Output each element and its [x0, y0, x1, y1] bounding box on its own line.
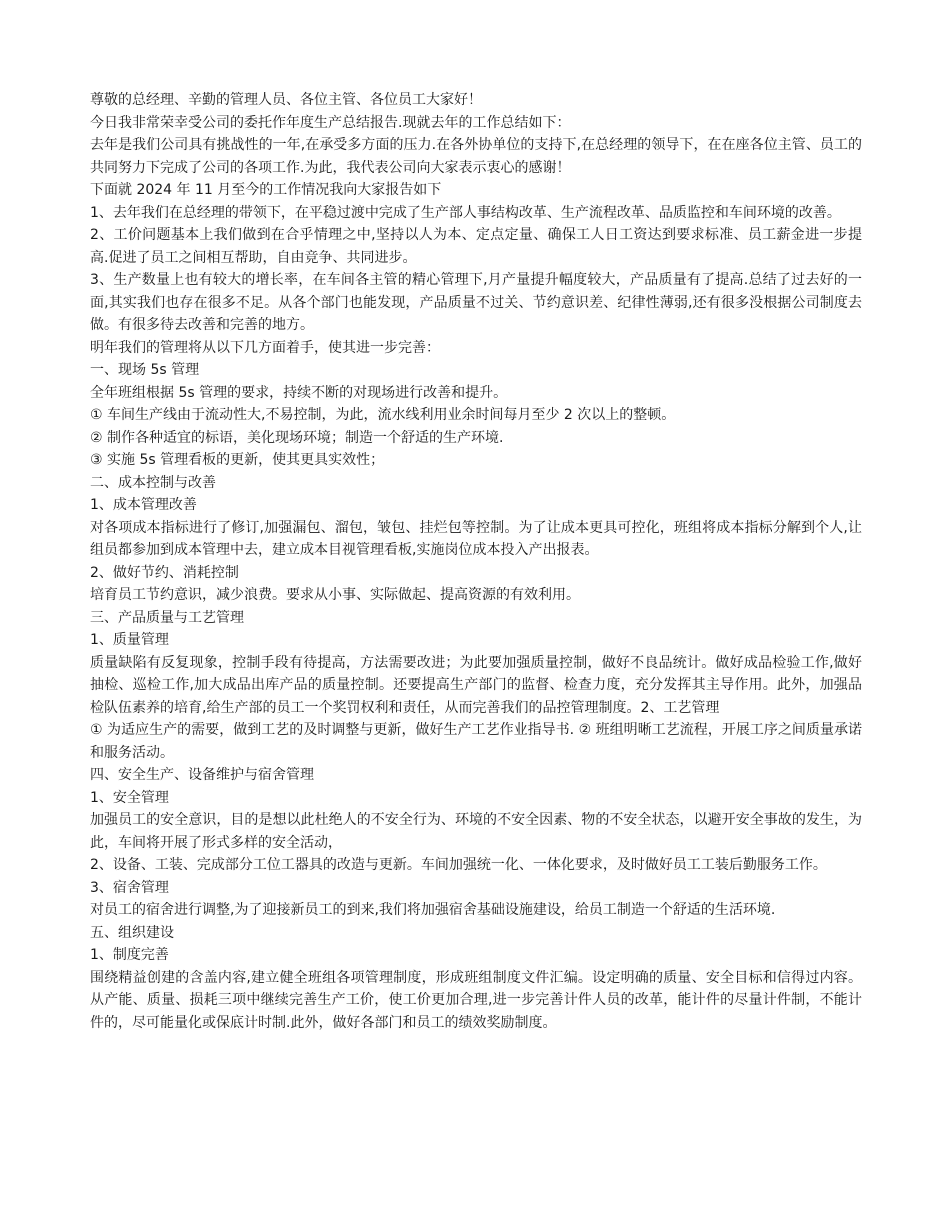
achievement-item-2: 2、工价问题基本上我们做到在合乎情理之中,坚持以人为本、定点定量、确保工人日工资达到要求标准、员工薪金进一步提高.促进了员工之间相互帮助，自由竞争、共同进步。: [90, 227, 862, 266]
section-heading-5s: 一、现场 5s 管理: [90, 362, 200, 378]
section-heading-quality: 三、产品质量与工艺管理: [90, 609, 244, 626]
achievement-item-3: 3、生产数量上也有较大的增长率，在车间各主管的精心管理下,月产量提升幅度较大，产品质量有了提高.总结了过去好的一面,其实我们也存在很多不足。从各个部门也能发现，产品质量不过关、节约意识差、纪律性薄弱,还有很多没根据公司制度去做。有很多待去改善和完善的地方。: [90, 272, 862, 333]
subheading-dormitory: 3、宿舍管理: [90, 879, 169, 896]
subheading-quality-management: 1、质量管理: [90, 632, 169, 648]
saving-body: 培育员工节约意识，减少浪费。要求从小事、实际做起、提高资源的有效利用。: [90, 587, 580, 603]
section-5s-point-2: ② 制作各种适宜的标语，美化现场环境；制造一个舒适的生产环境.: [90, 429, 504, 446]
section-5s-point-3: ③ 实施 5s 管理看板的更新，使其更具实效性；: [90, 452, 385, 468]
subheading-cost-management: 1、成本管理改善: [90, 497, 197, 513]
report-lead-in: 下面就 2024 年 11 月至今的工作情况我向大家报告如下: [90, 182, 442, 198]
year-review-paragraph: 去年是我们公司具有挑战性的一年,在承受多方面的压力.在各外协单位的支持下,在总经理的领导下，在在座各位主管、员工的共同努力下完成了公司的各项工作.为此，我代表公司向大家表示衷心的感谢！: [90, 137, 862, 176]
subheading-safety-management: 1、安全管理: [90, 789, 169, 806]
quality-management-body: 质量缺陷有反复现象，控制手段有待提高，方法需要改进；为此要加强质量控制，做好不良品统计。做好成品检验工作,做好抽检、巡检工作,加大成品出库产品的质量控制。还要提高生产部门的监督、检查力度，充分发挥其主导作用。此外，加强品检队伍素养的培育,给生产部的员工一个奖罚权利和责任，从而完善我们的品控管理制度。2、工艺管理: [90, 654, 862, 716]
system-improvement-body: 围绕精益创建的含盖内容,建立健全班组各项管理制度，形成班组制度文件汇编。设定明确的质量、安全目标和信得过内容。从产能、质量、损耗三项中继续完善生产工价，使工价更加合理,进一步完善计件人员的改革，能计件的尽量计件制，不能计件的，尽可能量化或保底计时制.此外，做好各部门和员工的绩效奖励制度。: [90, 969, 862, 1031]
dormitory-body: 对员工的宿舍进行调整,为了迎接新员工的到来,我们将加强宿舍基础设施建设，给员工制造一个舒适的生活环境.: [90, 902, 776, 918]
safety-management-body: 加强员工的安全意识，目的是想以此杜绝人的不安全行为、环境的不安全因素、物的不安全状态，以避开安全事故的发生，为此，车间将开展了形式多样的安全活动，: [90, 812, 862, 851]
greeting: 尊敬的总经理、辛勤的管理人员、各位主管、各位员工大家好！: [90, 92, 482, 108]
intro-line: 今日我非常荣幸受公司的委托作年度生产总结报告.现就去年的工作总结如下：: [90, 114, 571, 131]
document-body: [90, 89, 862, 1034]
subheading-saving: 2、做好节约、消耗控制: [90, 564, 239, 581]
process-management-body: ① 为适应生产的需要，做到工艺的及时调整与更新，做好生产工艺作业指导书. ② 班组明晰工艺流程，开展工序之间质量承诺和服务活动。: [90, 722, 862, 761]
subheading-system-improvement: 1、制度完善: [90, 947, 169, 963]
achievement-item-1: 1、去年我们在总经理的带领下，在平稳过渡中完成了生产部人事结构改革、生产流程改革、品质监控和车间环境的改善。: [90, 204, 841, 221]
section-heading-organization: 五、组织建设: [90, 924, 174, 941]
next-year-intro: 明年我们的管理将从以下几方面着手，使其进一步完善：: [90, 339, 440, 356]
section-heading-safety: 四、安全生产、设备维护与宿舍管理: [90, 767, 314, 783]
section-5s-body: 全年班组根据 5s 管理的要求，持续不断的对现场进行改善和提升。: [90, 384, 508, 401]
section-5s-point-1: ① 车间生产线由于流动性大,不易控制，为此，流水线利用业余时间每月至少 2 次以上的整顿。: [90, 407, 676, 423]
section-heading-cost: 二、成本控制与改善: [90, 474, 216, 491]
cost-management-body: 对各项成本指标进行了修订,加强漏包、溜包，皱包、挂烂包等控制。为了让成本更具可控化，班组将成本指标分解到个人,让组员都参加到成本管理中去，建立成本目视管理看板,实施岗位成本投入产出报表。: [90, 519, 862, 558]
equipment-body: 2、设备、工装、完成部分工位工器具的改造与更新。车间加强统一化、一体化要求，及时做好员工工装后勤服务工作。: [90, 857, 827, 873]
